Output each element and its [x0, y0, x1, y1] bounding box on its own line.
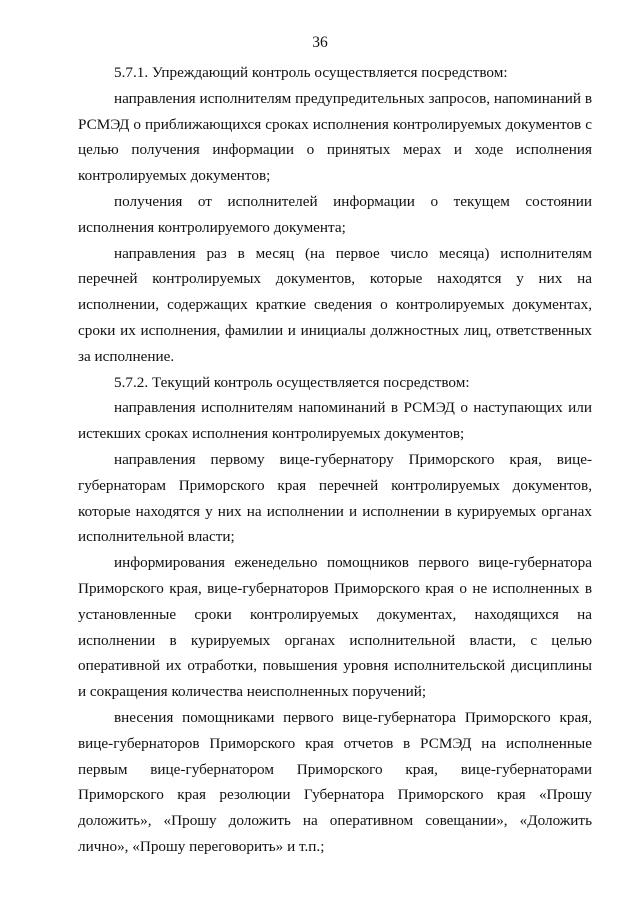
paragraph-assistant-reports: внесения помощниками первого вице-губернатора Приморского края, вице-губернаторов Приморского края отчетов в РСМЭД на исполненные первым вице-губернатором Приморского края, вице-губернаторами Приморского края резолюции Губернатора Приморского края «Прошу доложить», «Прошу доложить на оперативном совещании», «Доложить лично», «Прошу переговорить» и т.п.;	[78, 708, 592, 855]
paragraph-lists-to-vice-governors: направления первому вице-губернатору Приморского края, вице-губернаторам Приморского края перечней контролируемых документов, которые находятся у них на исполнении и исполнении в курируемых органах исполнительной власти;	[78, 450, 592, 546]
paragraph-reminders: направления исполнителям напоминаний в РСМЭД о наступающих или истекших сроках исполнения контролируемых документов;	[78, 399, 592, 443]
document-body	[78, 60, 592, 860]
paragraph-5-7-1-heading: 5.7.1. Упреждающий контроль осуществляется посредством:	[114, 64, 508, 81]
paragraph-receiving-information: получения от исполнителей информации о текущем состоянии исполнения контролируемого документа;	[78, 192, 592, 236]
paragraph-preventive-requests: направления исполнителям предупредительных запросов, напоминаний в РСМЭД о приближающихся сроках исполнения контролируемых документов с целью получения информации о принятых мерах и ходе исполнения контролируемых документов;	[78, 89, 592, 185]
paragraph-5-7-2-heading: 5.7.2. Текущий контроль осуществляется посредством:	[114, 373, 470, 391]
page-number: 36	[312, 34, 328, 51]
paragraph-monthly-lists: направления раз в месяц (на первое число месяца) исполнителям перечней контролируемых документов, которые находятся у них на исполнении, содержащих краткие сведения о контролируемых документах, сроки их исполнения, фамилии и инициалы должностных лиц, ответственных за исполнение.	[78, 244, 592, 365]
paragraph-weekly-informing: информирования еженедельно помощников первого вице-губернатора Приморского края, вице-губернаторов Приморского края о не исполненных в установленные сроки контролируемых документах, находящихся на исполнении в курируемых органах исполнительной власти, с целью оперативной их отработки, повышения уровня исполнительской дисциплины и сокращения количества неисполненных поручений;	[78, 554, 592, 701]
